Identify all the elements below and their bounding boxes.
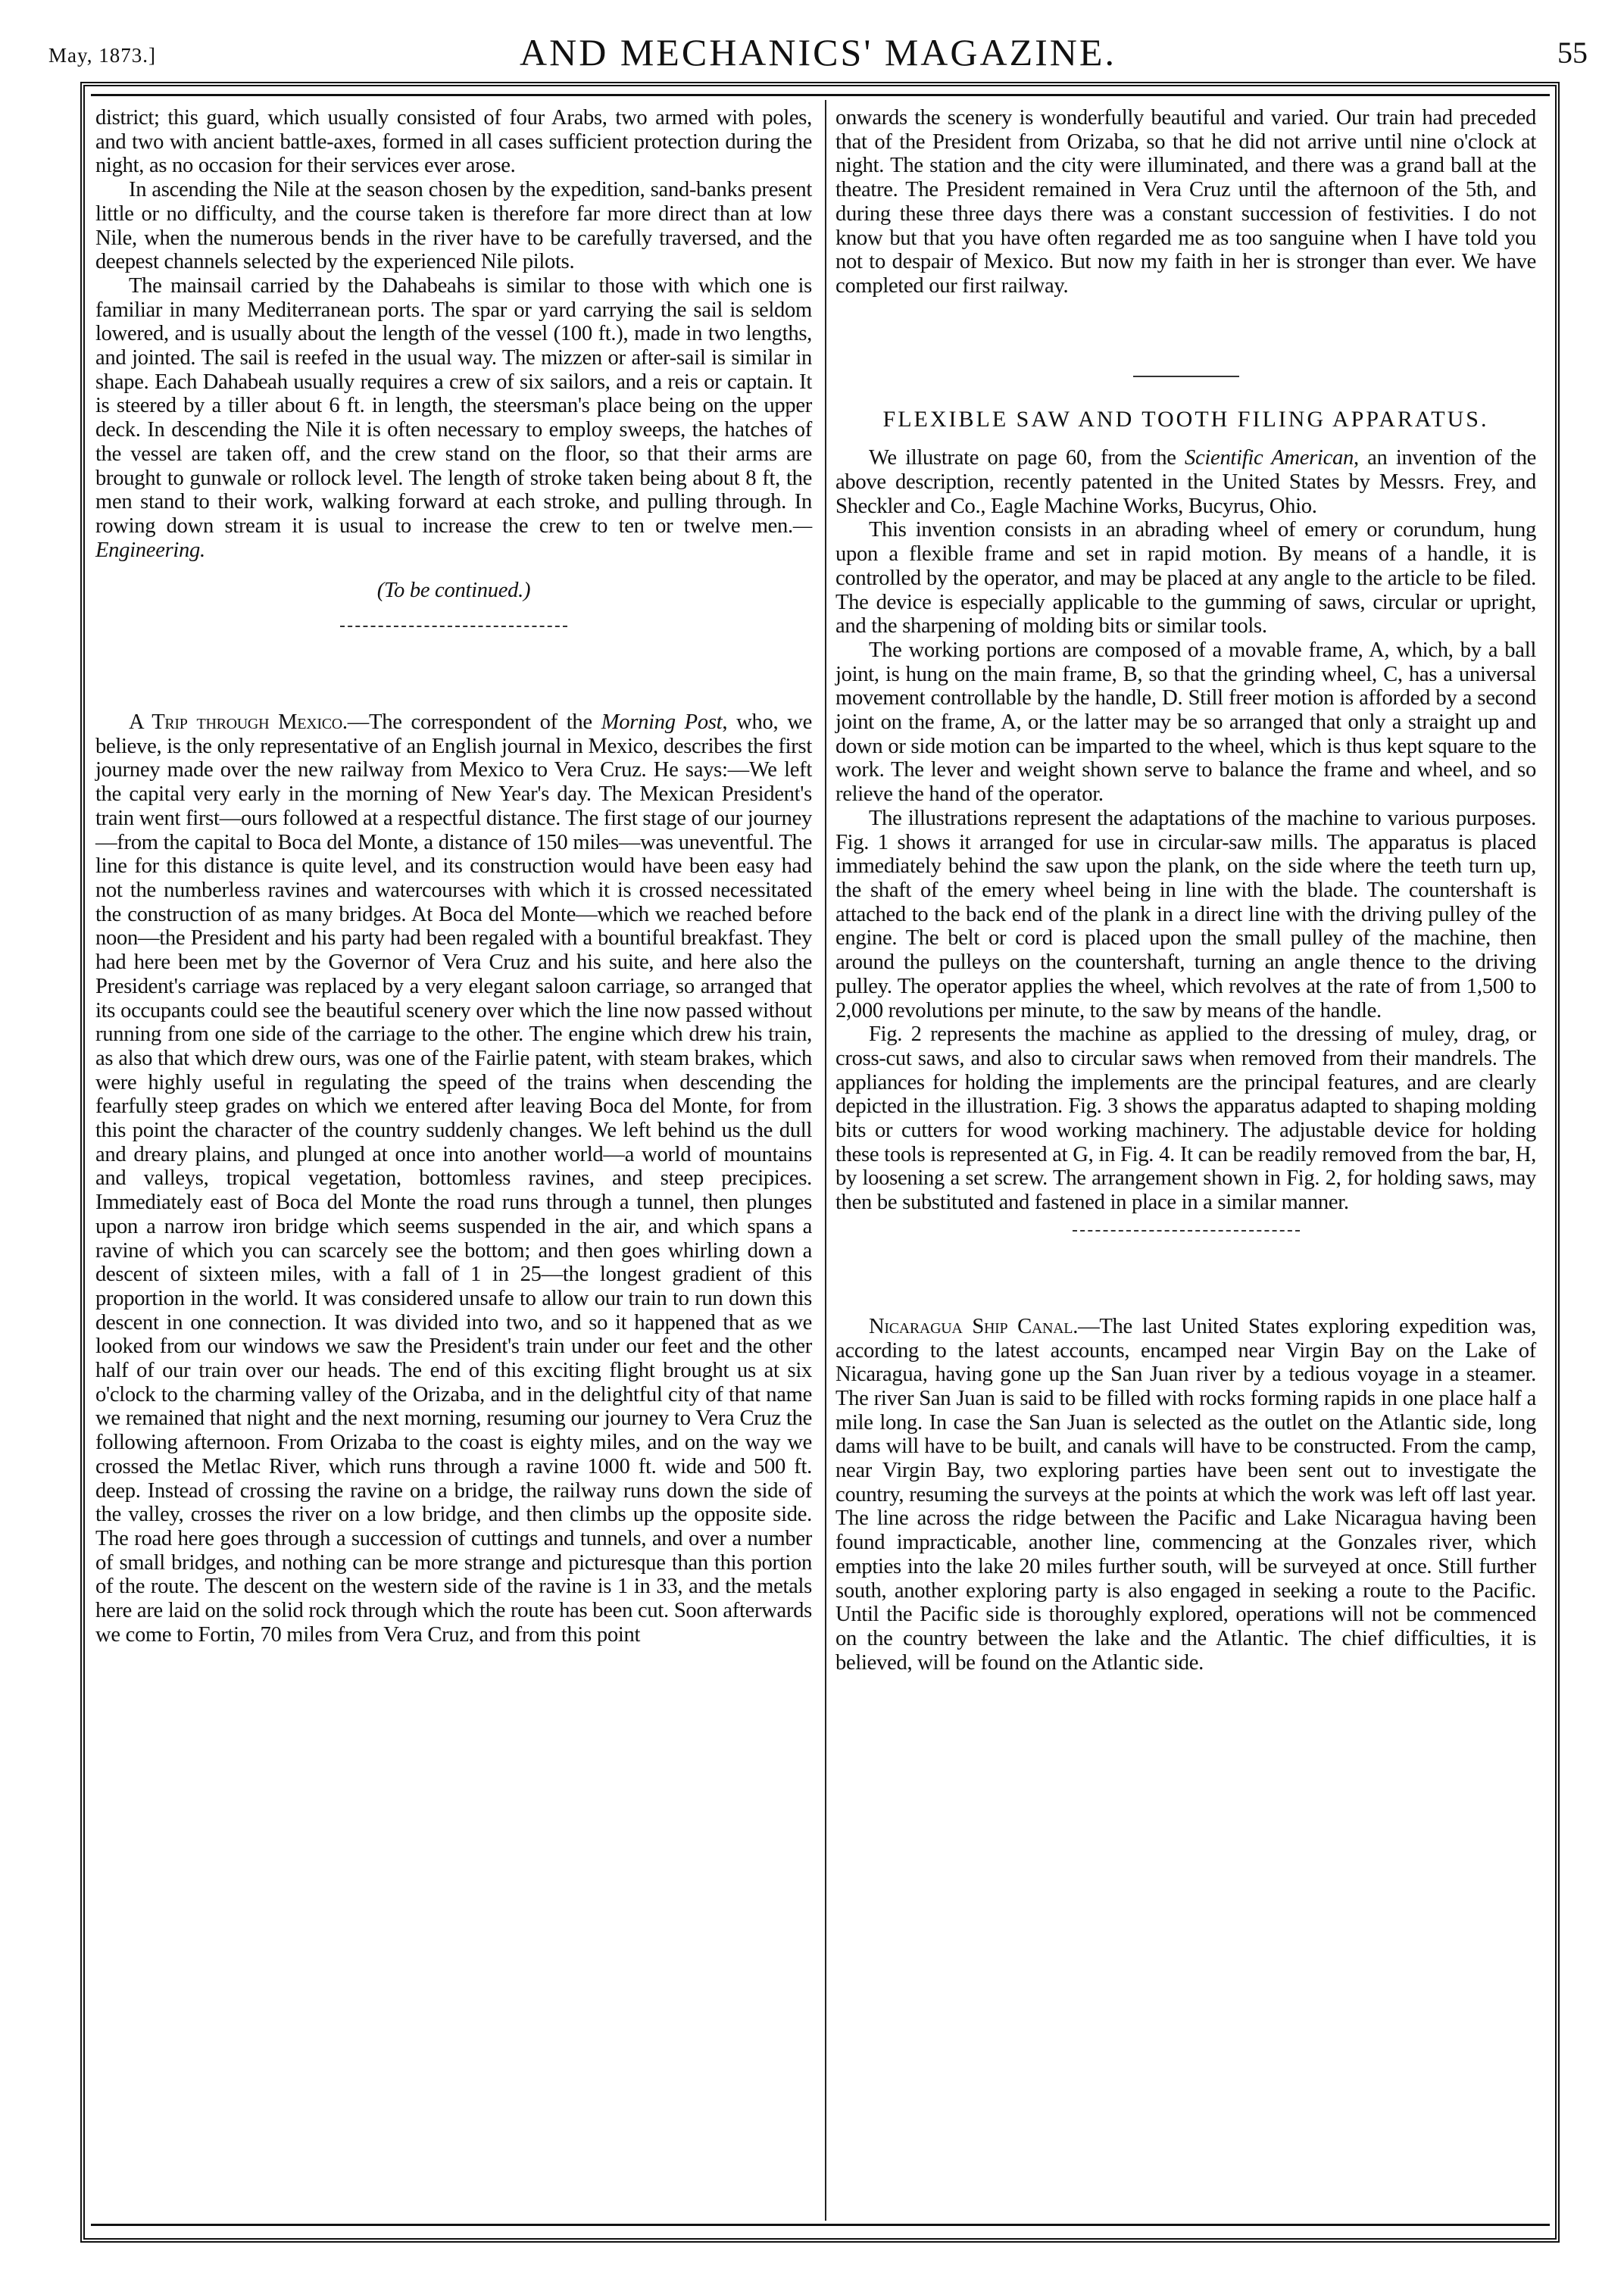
mexico-continuation: onwards the scenery is wonderfully beautiful and varied. Our train had preceded that of the President from Orizaba, so that he did not arrive until nine o'clock at night. The station and the city were illuminated, and there was a grand ball at the theatre. The President remained in Vera Cruz until the afternoon of the 5th, and during these three days there was a constant succession of festivities. I do not know but that you have often regarded me as too sanguine when I have told you not to despair of Mexico. But now my faith in her is stronger than ever. We have completed our first railway. [835, 106, 1536, 298]
header-title: AND MECHANICS' MAGAZINE. [520, 31, 1116, 73]
mexico-article-title: A Trip through Mexico. [129, 710, 348, 735]
mexico-article-body: , who, we believe, is the only representative of an English journal in Mexico, describes the first journey made over the new railway from Mexico to Vera Cruz. He says:—We left the capital very early in the morning of New Year's day. The Mexican President's train went first—ours followed at a respectful distance. The first stage of our journey—from the capital to Boca del Monte, a distance of 150 miles—was uneventful. The line for this distance is quite level, and its construction would have been easy had not the numberless ravines and watercourses with which it is crossed necessitated the construction of as many bridges. At Boca del Monte—which we reached before noon—the President and his party had been regaled with a bountiful breakfast. They had here been met by the Governor of Vera Cruz and his suite, and here also the President's carriage was replaced by a very elegant saloon carriage, so arranged that its occupants could see the beautiful scenery over which the line now passed without running from one side of the carriage to the other. The engine which drew his train, as also that which drew ours, was one of the Fairlie patent, with steam brakes, which were highly useful in regulating the speed of the trains when descending the fearfully steep grades on which we entered after leaving Boca del Monte, for from this point the character of the country suddenly changes. We left behind us the dull and dreary plains, and plunged at once into another world—a world of mountains and valleys, tropical vegetation, bottomless ravines, and steep precipices. Immediately east of Boca del Monte the road runs through a tunnel, then plunges upon a narrow iron bridge which seems suspended in the air, and which spans a ravine of which you can scarcely see the bottom; and then goes whirling down a descent of sixteen miles, with a fall of 1 in 25—the longest gradient of this proportion in the world. It was considered unsafe to allow our train to run down this descent in one connection. It was divided into two, and so it happened that as we looked from our windows we saw the President's train under our feet and the other half of our train over our heads. The end of this exciting flight brought us at six o'clock to the charming valley of the Orizaba, and in the delightful city of that name we remained that night and the next morning, resuming our journey to Vera Cruz the following afternoon. From Orizaba to the coast is eighty miles, and on the way we crossed the Metlac River, which runs through a ravine 1000 ft. wide and 500 ft. deep. Instead of crossing the ravine on a bridge, the railway runs down the side of the valley, crosses the river on a low bridge, and then climbs up the opposite side. The road here goes through a succession of cuttings and tunnels, and over a number of small bridges, and nothing can be more strange and picturesque than this portion of the route. The descent on the western side of the ravine is 1 in 33, and the metals here are laid on the solid rock through which the route has been cut. Soon afterwards we come to Fortin, 70 miles from Vera Cruz, and from this point [95, 710, 812, 1647]
section-separator [835, 1221, 1536, 1244]
to-be-continued: (To be continued.) [376, 579, 531, 603]
left-column [95, 106, 812, 1647]
mexico-article [95, 710, 812, 1647]
canal-article [835, 1315, 1536, 1675]
section-separator [95, 617, 812, 639]
mexico-intro: —The correspondent of the [347, 710, 601, 735]
nile-paragraph-3 [95, 274, 812, 562]
column-divider [825, 100, 826, 2221]
header-page-number: 55 [1557, 36, 1588, 70]
saw-journal-name: Scientific American [1185, 446, 1354, 470]
nile-paragraph-1: district; this guard, which usually consisted of four Arabs, two armed with poles, and two with ancient battle-axes, formed in all cases sufficient protection during the night, as no occasion for their services ever arose. [95, 106, 812, 178]
saw-paragraph-3: The working portions are composed of a movable frame, A, which, by a ball joint, is hung on the main frame, B, so that the grinding wheel, C, has a universal movement controllable by the handle, D. Still freer motion is afforded by a second joint on the frame, A, or the latter may be so arranged that only a straight up and down or side motion can be imparted to the wheel, which is thus kept square to the work. The lever and weight shown serve to balance the frame and wheel, and so relieve the hand of the operator. [835, 638, 1536, 807]
saw-paragraph-1-b: , an invention of the above description, recently patented in the United States by Messrs. Frey, and Sheckler and Co., Eagle Machine Works, Bucyrus, Ohio. [835, 446, 1536, 518]
mexico-newspaper: Morning Post [601, 710, 723, 735]
saw-paragraph-5: Fig. 2 represents the machine as applied to the dressing of muley, drag, or cross-cut saws, and also to circular saws when removed from their mandrels. The appliances for holding the implements are the principal features, and are clearly depicted in the illustration. Fig. 3 shows the apparatus adapted to shaping molding bits or cutters for wood working machinery. The adjustable device for holding these tools is represented at G, in Fig. 4. It can be readily removed from the bar, H, by loosening a set screw. The arrangement shown in Fig. 2, for holding saws, may then be substituted and fastened in place in a similar manner. [835, 1022, 1536, 1215]
nile-source: —Engineering. [95, 514, 812, 562]
nile-paragraph-3-text: The mainsail carried by the Dahabeahs is similar to those with which one is familiar in many Mediterranean ports. The spar or yard carrying the sail is seldom lowered, and is usually about the length of the vessel (100 ft.), made in two lengths, and jointed. The sail is reefed in the usual way. The mizzen or after-sail is similar in shape. Each Dahabeah usually requires a crew of six sailors, and a reis or captain. It is steered by a tiller about 6 ft. in length, the steersman's place being on the upper deck. In descending the Nile it is often necessary to employ sweeps, the hatches of the vessel are taken off, and the crew stand on the floor, so that their arms are brought to gunwale or rollock level. The length of stroke taken being about 8 ft, the men stand to their work, walking forward at each stroke, and pulling through. In rowing down stream it is usual to increase the crew to ten or twelve men. [95, 273, 812, 538]
saw-paragraph-1 [835, 446, 1536, 518]
nile-paragraph-2: In ascending the Nile at the season chosen by the expedition, sand-banks present little or no difficulty, and the course taken is therefore far more direct than at low Nile, when the numerous bends in the river have to be carefully traversed, and the deepest channels selected by the experienced Nile pilots. [95, 178, 812, 274]
header-date: May, 1873.] [48, 44, 156, 67]
saw-paragraph-2: This invention consists in an abrading wheel of emery or corundum, hung upon a flexible frame and set in rapid motion. By means of a handle, it is controlled by the operator, and may be placed at any angle to the article to be filed. The device is especially applicable to the gumming of saws, circular or upright, and the sharpening of molding bits or similar tools. [835, 518, 1536, 638]
saw-paragraph-1-a: We illustrate on page 60, from the [869, 446, 1185, 470]
canal-article-body: —The last United States exploring expedition was, according to the latest accounts, encamped near Virgin Bay on the Lake of Nicaragua, having gone up the San Juan river by a tedious voyage in a steamer. The river San Juan is said to be filled with rocks forming rapids in one place half a mile long. In case the San Juan is selected as the outlet on the Atlantic side, long dams will have to be built, and canals will have to be constructed. From the camp, near Virgin Bay, two exploring parties have been sent out to investigate the country, resuming the surveys at the points at which the work was left off last year. The line across the ridge between the Pacific and Lake Nicaragua having been found impracticable, another line, commencing at the Gonzales river, which empties into the lake 20 miles further south, will be surveyed at once. Still further south, another exploring party is also engaged in seeking a route to the Pacific. Until the Pacific side is thoroughly explored, operations will not be commenced on the country between the lake and the Atlantic. The chief difficulties, it is believed, will be found on the Atlantic side. [835, 1314, 1536, 1675]
saw-paragraph-4: The illustrations represent the adaptations of the machine to various purposes. Fig. 1 shows it arranged for use in circular-saw mills. The apparatus is placed immediately behind the saw upon the plank, on the side where the teeth turn up, the shaft of the emery wheel being in line with the blade. The countershaft is attached to the back end of the plank in a direct line with the driving pulley of the engine. The belt or cord is placed upon the small pulley of the machine, then around the pulleys on the countershaft, turning an angle thence to the driving pulley. The operator applies the wheel, which revolves at the rate of from 1,500 to 2,000 revolutions per minute, to the saw by means of the handle. [835, 806, 1536, 1022]
page-header [45, 27, 1591, 73]
right-column [835, 106, 1536, 1675]
section-separator [835, 367, 1536, 389]
bottom-rule [91, 2224, 1550, 2226]
canal-article-title: Nicaragua Ship Canal. [869, 1314, 1079, 1338]
top-rule [91, 94, 1550, 96]
saw-article-heading: FLEXIBLE SAW AND TOOTH FILING APPARATUS. [882, 406, 1489, 432]
